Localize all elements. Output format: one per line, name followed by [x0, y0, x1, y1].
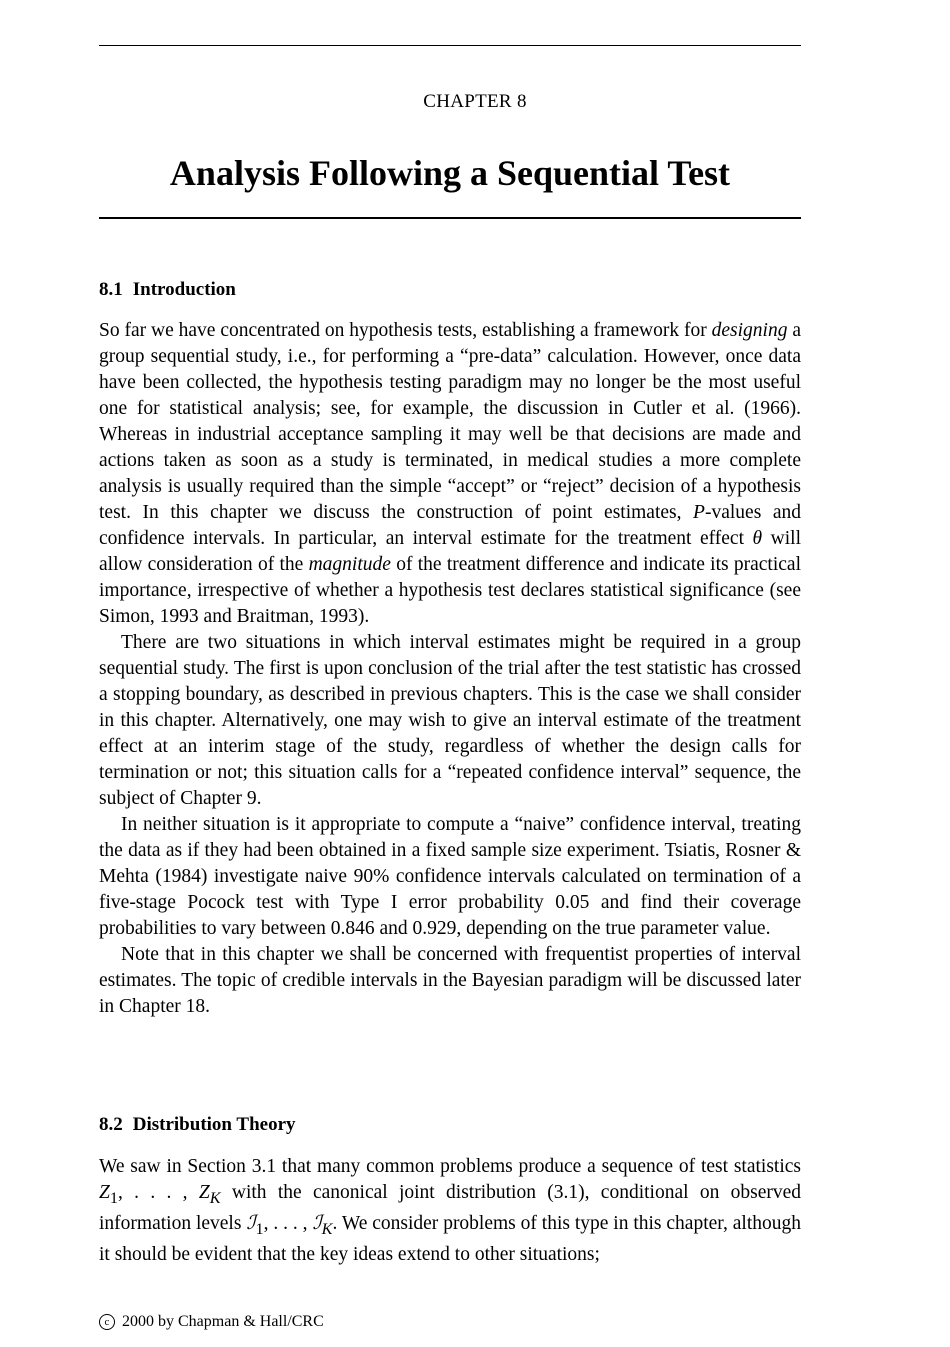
copyright-icon: c	[99, 1314, 115, 1330]
section-title: Distribution Theory	[132, 1114, 296, 1135]
paragraph: In neither situation is it appropriate to compute a “naive” confidence interval, treating the data as if they had been obtained in a fixed sample size experiment. Tsiatis, Rosner & Mehta (1984) investigate naive 90% confidence intervals calculated on termination of a five-stage Pocock test with Type I error probability 0.05 and find their coverage probabilities to vary between 0.846 and 0.929, depending on the true parameter value.	[99, 814, 801, 939]
section-body-distribution-theory	[99, 1154, 801, 1268]
section-heading-introduction	[99, 279, 236, 301]
paragraph: There are two situations in which interval estimates might be required in a group sequential study. The first is upon conclusion of the trial after the test statistic has crossed a stopping boundary, as described in previous chapters. This is the case we shall consider in this chapter. Alternatively, one may wish to give an interval estimate of the treatment effect at an interim stage of the study, regardless of whether the design calls for termination or not; this situation calls for a “repeated confidence interval” sequence, the subject of Chapter 9.	[99, 632, 801, 809]
chapter-label: CHAPTER 8	[423, 91, 527, 112]
chapter-title: Analysis Following a Sequential Test	[169, 153, 731, 193]
top-rule	[99, 45, 801, 46]
paragraph: We saw in Section 3.1 that many common problems produce a sequence of test statistics $Z_1$, . . . , $Z_K$ with the canonical joint distribution (3.1), conditional on observed information levels ℐ$_1$, . . . , ℐ$_K$. We consider problems of this type in this chapter, although it should be evident that the key ideas extend to other situations;	[99, 1156, 802, 1265]
title-rule	[99, 217, 801, 219]
section-number: 8.2	[99, 1114, 123, 1135]
section-title: Introduction	[132, 279, 236, 300]
section-number: 8.1	[99, 279, 123, 300]
copyright-text: 2000 by Chapman & Hall/CRC	[122, 1313, 324, 1330]
footer-copyright	[99, 1313, 324, 1331]
section-heading-distribution-theory	[99, 1114, 296, 1136]
section-body-introduction	[99, 318, 801, 1020]
paragraph: So far we have concentrated on hypothesis tests, establishing a framework for designing a group sequential study, i.e., for performing a “pre-data” calculation. However, once data have been collected, the hypothesis testing paradigm may no longer be the most useful one for statistical analysis; see, for example, the discussion in Cutler et al. (1966). Whereas in industrial acceptance sampling it may well be that decisions are made and actions taken as soon as a study is terminated, in medical studies a more complete analysis is usually required than the simple “accept” or “reject” decision of a hypothesis test. In this chapter we discuss the construction of point estimates, P-values and confidence intervals. In particular, an interval estimate for the treatment effect θ will allow consideration of the magnitude of the treatment difference and indicate its practical importance, irrespective of whether a hypothesis test declares statistical significance (see Simon, 1993 and Braitman, 1993).	[99, 320, 802, 627]
paragraph: Note that in this chapter we shall be concerned with frequentist properties of interval estimates. The topic of credible intervals in the Bayesian paradigm will be discussed later in Chapter 18.	[99, 944, 801, 1017]
